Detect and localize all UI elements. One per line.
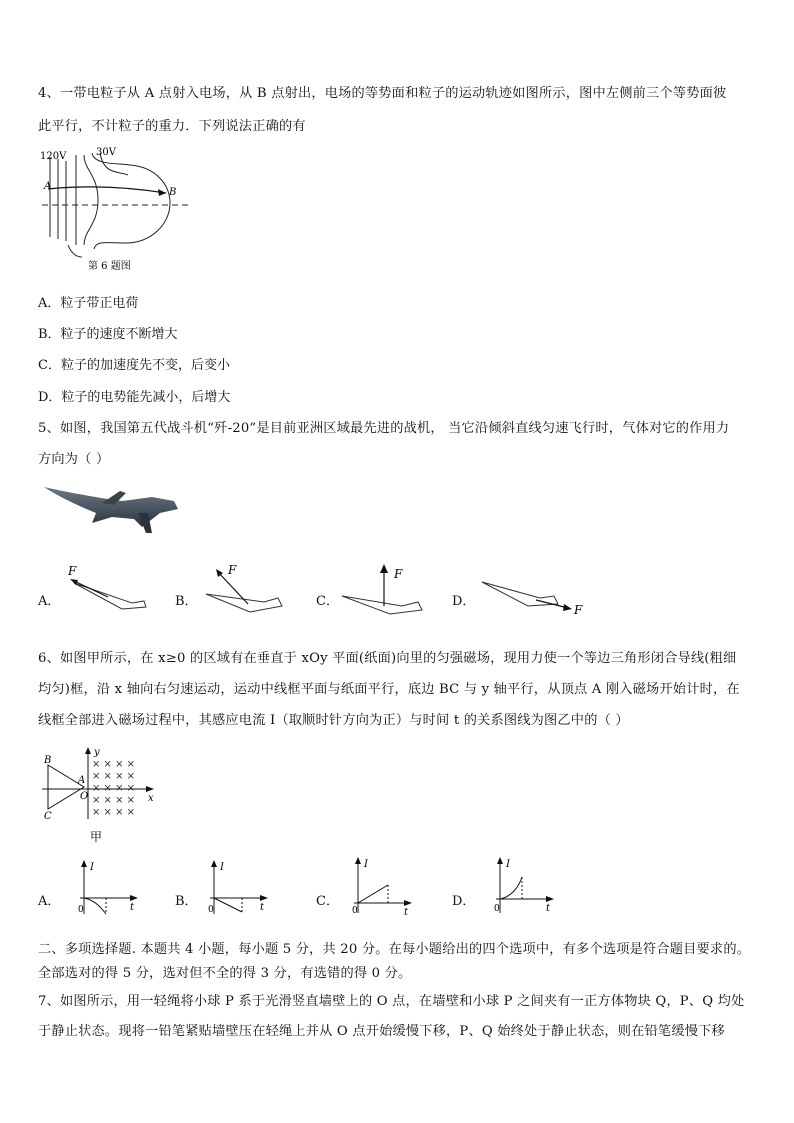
q4-option-a: A．粒子带正电荷 <box>38 296 139 311</box>
q5-fighter-jet-image <box>42 483 182 539</box>
graph-origin-label: 0 <box>494 904 500 914</box>
graph-i-label: I <box>364 859 368 870</box>
q6-figure-caption: 甲 <box>90 830 103 844</box>
q6-o-label: O <box>80 791 89 802</box>
q6-a-label: A <box>78 775 86 786</box>
force-label: F <box>68 564 77 578</box>
force-label: F <box>394 567 403 581</box>
q6-y-label: y <box>94 747 100 758</box>
force-label: F <box>574 603 583 617</box>
q6-stem-line2: 均匀)框，沿 x 轴向右匀速运动，运动中线框平面与纸面平行，底边 BC 与 y 轴平行，从顶点 A 刚入磁场开始计时，在 <box>38 682 740 697</box>
q4-option-d: D．粒子的电势能先减小，后增大 <box>38 390 231 405</box>
q5-stem-line1: 5、如图，我国第五代战斗机“歼-20”是目前亚洲区域最先进的战机， 当它沿倾斜直线匀速飞行时，气体对它的作用力 <box>38 421 730 436</box>
q7-stem-line2: 于静止状态。现将一铅笔紧贴墙壁压在轻绳上并从 O 点开始缓慢下移，P、Q 始终处于静止状态，则在铅笔缓慢下移 <box>38 1024 725 1039</box>
q5-option-d-label: D． <box>452 594 476 609</box>
graph-t-label: t <box>546 903 551 914</box>
graph-origin-label: 0 <box>78 905 84 915</box>
q6-option-a-graph <box>68 858 148 918</box>
q5-option-c-diagram <box>338 560 433 618</box>
q4-label-120v: 120V <box>40 151 67 162</box>
q7-stem-line1: 7、如图所示，用一轻绳将小球 P 系于光滑竖直墙壁上的 O 点，在墙壁和小球 P 之间夹有一正方体物块 Q，P、Q 均处 <box>38 994 745 1009</box>
q5-stem-line2: 方向为（ ） <box>38 452 110 467</box>
q4-figure-caption: 第 6 题图 <box>88 261 131 272</box>
q5-option-c-label: C． <box>316 594 339 609</box>
graph-origin-label: 0 <box>352 906 358 916</box>
section2-header-line2: 全部选对的得 5 分，选对但不全的得 3 分，有选错的得 0 分。 <box>38 966 412 981</box>
q4-label-b: B <box>169 187 177 198</box>
section2-header-line1: 二、多项选择题. 本题共 4 小题，每小题 5 分，共 20 分。在每小题给出的四个选项中，有多个选项是符合题目要求的。 <box>38 942 751 957</box>
graph-i-label: I <box>506 859 510 870</box>
q5-option-a-diagram <box>62 563 152 613</box>
graph-i-label: I <box>220 862 224 873</box>
svg-text:× × × ×: × × × × <box>92 771 136 782</box>
graph-i-label: I <box>90 862 94 873</box>
q6-x-label: x <box>148 793 154 804</box>
q6-option-c-label: C． <box>316 894 339 909</box>
graph-t-label: t <box>130 902 135 913</box>
q4-equipotential-figure <box>38 145 198 273</box>
q4-label-30v: 30V <box>96 147 116 158</box>
q6-option-a-label: A． <box>38 894 61 909</box>
graph-t-label: t <box>260 902 265 913</box>
q4-option-b: B．粒子的速度不断增大 <box>38 327 178 342</box>
graph-t-label: t <box>404 907 409 917</box>
q6-figure-jia <box>38 745 168 845</box>
q6-stem-line3: 线框全部进入磁场过程中，其感应电流 I（取顺时针方向为正）与时间 t 的关系图线为图乙中的（ ） <box>38 713 629 728</box>
q4-stem-line1: 4、一带电粒子从 A 点射入电场，从 B 点射出，电场的等势面和粒子的运动轨迹如图所示，图中左侧前三个等势面彼 <box>38 86 727 101</box>
q6-option-d-label: D． <box>452 894 476 909</box>
graph-origin-label: 0 <box>208 905 214 915</box>
q6-stem-line1: 6、如图甲所示，在 x≥0 的区域有在垂直于 xOy 平面(纸面)向里的匀强磁场，现用力使一个等边三角形闭合导线(粗细 <box>38 651 737 666</box>
q4-label-a: A <box>44 181 52 192</box>
q6-option-c-graph <box>342 855 422 917</box>
force-label: F <box>228 563 237 577</box>
q5-option-b-label: B． <box>175 594 198 609</box>
q5-option-d-diagram <box>476 572 588 622</box>
q6-option-b-graph <box>198 858 278 918</box>
q6-b-label: B <box>44 755 52 766</box>
svg-text:× × × ×: × × × × <box>92 807 136 818</box>
svg-text:× × × ×: × × × × <box>92 759 136 770</box>
q4-stem-line2: 此平行，不计粒子的重力．下列说法正确的有 <box>38 119 306 134</box>
q6-c-label: C <box>44 811 52 822</box>
q5-option-b-diagram <box>198 560 288 616</box>
q4-option-c: C．粒子的加速度先不变，后变小 <box>38 358 230 373</box>
svg-text:× × × ×: × × × × <box>92 783 136 794</box>
q6-option-b-label: B． <box>175 894 198 909</box>
svg-text:× × × ×: × × × × <box>92 795 136 806</box>
q5-option-a-label: A． <box>38 594 61 609</box>
q6-option-d-graph <box>484 855 564 917</box>
